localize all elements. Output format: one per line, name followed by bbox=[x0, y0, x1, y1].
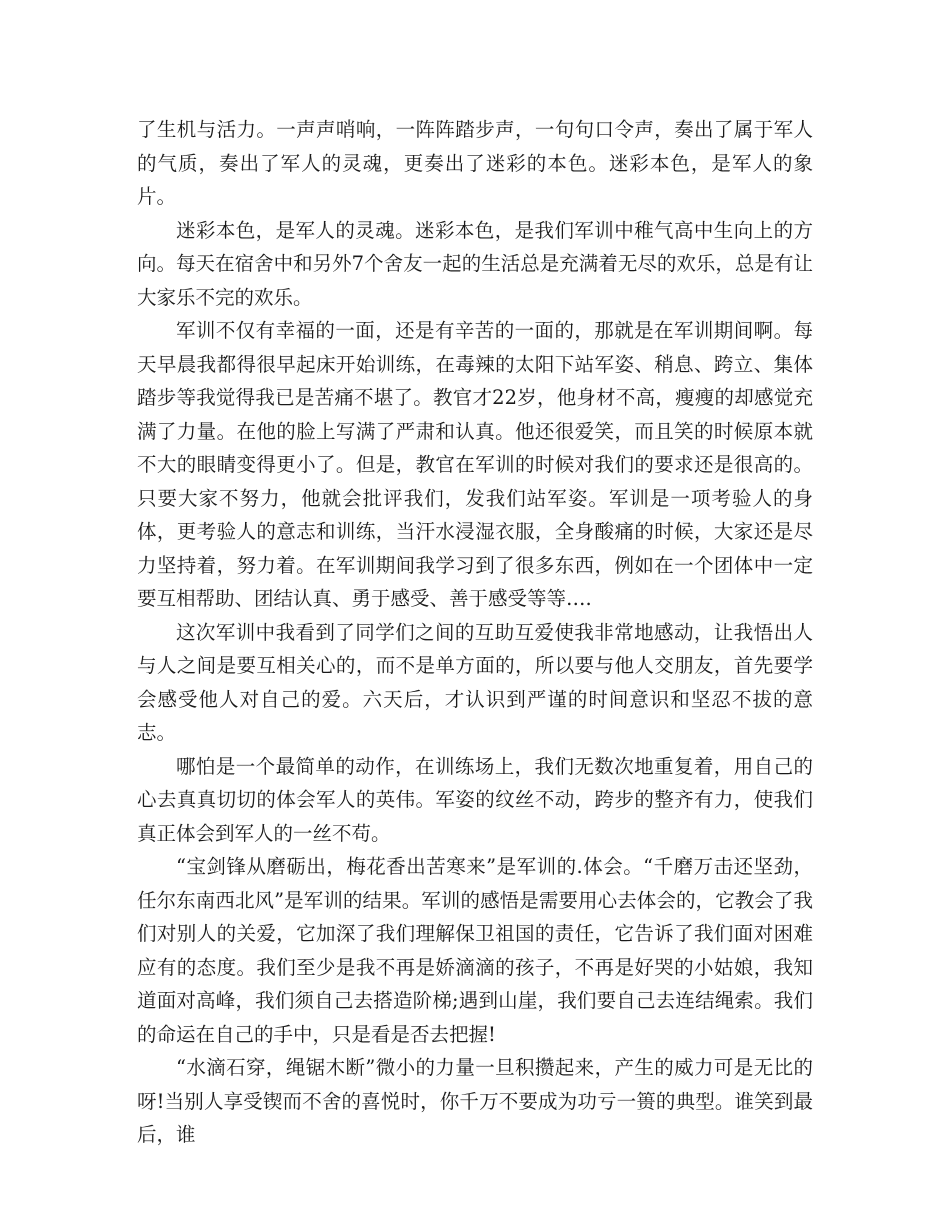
paragraph-1: 了生机与活力。一声声哨响，一阵阵踏步声，一句句口令声，奏出了属于军人的气质，奏出了军人的灵魂，更奏出了迷彩的本色。迷彩本色，是军人的象片。 bbox=[137, 118, 813, 208]
paragraph-6: “宝剑锋从磨砺出，梅花香出苦寒来”是军训的.体会。“千磨万击还坚劲，任尔东南西北风”是军训的结果。军训的感悟是需要用心去体会的，它教会了我们对别人的关爱，它加深了我们理解保卫祖国的责任，它告诉了我们面对困难应有的态度。我们至少是我不再是娇滴滴的孩子，不再是好哭的小姑娘，我知道面对高峰，我们须自己去搭造阶梯;遇到山崖，我们要自己去连结绳索。我们的命运在自己的手中，只是看是否去把握! bbox=[137, 855, 813, 1046]
paragraph-4: 这次军训中我看到了同学们之间的互助互爱使我非常地感动，让我悟出人与人之间是要互相关心的，而不是单方面的，所以要与他人交朋友，首先要学会感受他人对自己的爱。六天后，才认识到严谨的时间意识和坚忍不拔的意志。 bbox=[137, 620, 813, 744]
body-text bbox=[137, 113, 813, 1152]
paragraph-7: “水滴石穿，绳锯木断”微小的力量一旦积攒起来，产生的威力可是无比的呀!当别人享受锲而不舍的喜悦时，你千万不要成为功亏一篑的典型。谁笑到最后，谁 bbox=[137, 1056, 813, 1146]
paragraph-3: 军训不仅有幸福的一面，还是有辛苦的一面的，那就是在军训期间啊。每天早晨我都得很早起床开始训练，在毒辣的太阳下站军姿、稍息、跨立、集体踏步等我觉得我已是苦痛不堪了。教官才22岁，他身材不高，瘦瘦的却感觉充满了力量。在他的脸上写满了严肃和认真。他还很爱笑，而且笑的时候原本就不大的眼睛变得更小了。但是，教官在军训的时候对我们的要求还是很高的。只要大家不努力，他就会批评我们，发我们站军姿。军训是一项考验人的身体，更考验人的意志和训练，当汗水浸湿衣服，全身酸痛的时候，大家还是尽力坚持着，努力着。在军训期间我学习到了很多东西，例如在一个团体中一定要互相帮助、团结认真、勇于感受、善于感受等等…. bbox=[137, 319, 813, 610]
paragraph-2: 迷彩本色，是军人的灵魂。迷彩本色，是我们军训中稚气高中生向上的方向。每天在宿舍中和另外7个舍友一起的生活总是充满着无尽的欢乐，总是有让大家乐不完的欢乐。 bbox=[137, 218, 813, 309]
paragraph-5: 哪怕是一个最简单的动作，在训练场上，我们无数次地重复着，用自己的心去真真切切的体会军人的英伟。军姿的纹丝不动，跨步的整齐有力，使我们真正体会到军人的一丝不苟。 bbox=[137, 754, 813, 845]
